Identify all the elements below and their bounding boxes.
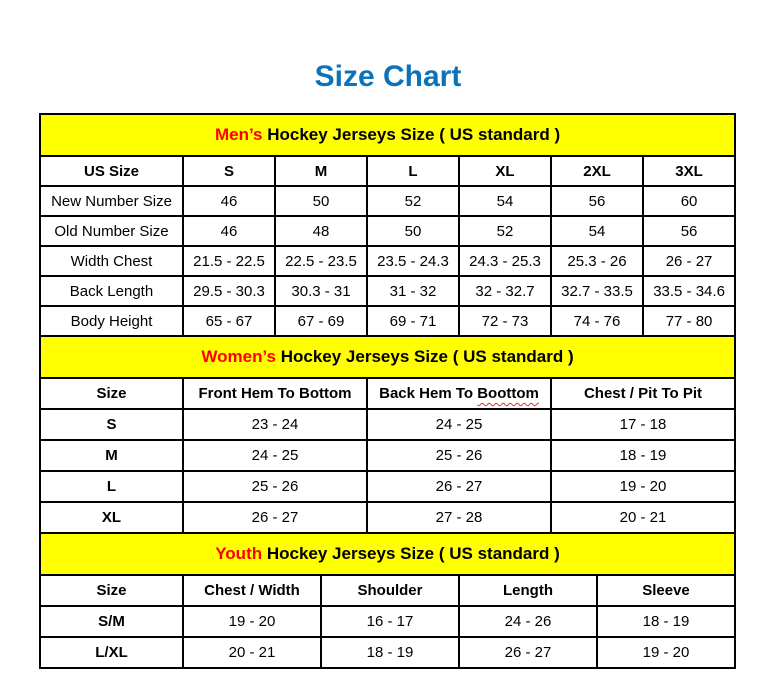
size-value-cell: 32.7 - 33.5 [551, 276, 643, 306]
size-value-cell: 30.3 - 31 [275, 276, 367, 306]
size-value-cell: 60 [643, 186, 735, 216]
table-row [40, 216, 735, 246]
size-value-cell: 18 - 19 [321, 637, 459, 668]
men-size-table [39, 113, 736, 337]
size-value-cell: 19 - 20 [183, 606, 321, 637]
column-header-cell: Shoulder [321, 575, 459, 606]
women-section-header-row [40, 336, 735, 378]
size-value-cell: 54 [551, 216, 643, 246]
size-value-cell: 17 - 18 [551, 409, 735, 440]
size-value-cell: 23.5 - 24.3 [367, 246, 459, 276]
youth-column-header-row [40, 575, 735, 606]
size-value-cell: 22.5 - 23.5 [275, 246, 367, 276]
size-value-cell: 23 - 24 [183, 409, 367, 440]
table-row [40, 471, 735, 502]
row-label-cell: Back Length [40, 276, 183, 306]
table-row [40, 440, 735, 471]
size-value-cell: 26 - 27 [459, 637, 597, 668]
men-header-text: Hockey Jerseys Size ( US standard ) [262, 125, 561, 144]
row-label-cell: M [40, 440, 183, 471]
women-highlight-text: Women’s [201, 347, 276, 366]
size-value-cell: 18 - 19 [551, 440, 735, 471]
size-value-cell: 20 - 21 [183, 637, 321, 668]
size-value-cell: 32 - 32.7 [459, 276, 551, 306]
size-value-cell: 24 - 25 [367, 409, 551, 440]
table-row [40, 186, 735, 216]
youth-section-header [40, 533, 735, 575]
size-value-cell: 33.5 - 34.6 [643, 276, 735, 306]
size-value-cell: 24 - 25 [183, 440, 367, 471]
women-size-table [39, 335, 736, 534]
size-value-cell: 46 [183, 186, 275, 216]
men-section-header-row [40, 114, 735, 156]
column-header-cell: L [367, 156, 459, 186]
row-label-cell: Body Height [40, 306, 183, 336]
column-header-cell: 3XL [643, 156, 735, 186]
size-value-cell: 31 - 32 [367, 276, 459, 306]
column-header-cell: Length [459, 575, 597, 606]
size-value-cell: 25 - 26 [183, 471, 367, 502]
women-header-text: Hockey Jerseys Size ( US standard ) [276, 347, 574, 366]
row-label-cell: Width Chest [40, 246, 183, 276]
size-value-cell: 65 - 67 [183, 306, 275, 336]
youth-highlight-text: Youth [215, 544, 263, 563]
column-header-cell: Chest / Pit To Pit [551, 378, 735, 409]
size-value-cell: 56 [643, 216, 735, 246]
size-value-cell: 56 [551, 186, 643, 216]
row-label-cell: XL [40, 502, 183, 533]
size-value-cell: 72 - 73 [459, 306, 551, 336]
size-value-cell: 25.3 - 26 [551, 246, 643, 276]
page-title: Size Chart [314, 60, 462, 93]
size-value-cell: 24.3 - 25.3 [459, 246, 551, 276]
row-label-cell: New Number Size [40, 186, 183, 216]
misspelled-word: Boottom [477, 385, 539, 402]
size-value-cell: 26 - 27 [367, 471, 551, 502]
size-value-cell: 19 - 20 [551, 471, 735, 502]
youth-section-header-row [40, 533, 735, 575]
table-row [40, 276, 735, 306]
row-label-cell: L [40, 471, 183, 502]
column-header-cell: Size [40, 378, 183, 409]
table-row [40, 637, 735, 668]
row-label-cell: S [40, 409, 183, 440]
size-value-cell: 24 - 26 [459, 606, 597, 637]
men-column-header-row [40, 156, 735, 186]
column-header-cell: M [275, 156, 367, 186]
size-value-cell: 74 - 76 [551, 306, 643, 336]
women-section-header [40, 336, 735, 378]
women-column-header-row [40, 378, 735, 409]
size-value-cell: 46 [183, 216, 275, 246]
size-value-cell: 16 - 17 [321, 606, 459, 637]
column-header-cell: S [183, 156, 275, 186]
youth-header-text: Hockey Jerseys Size ( US standard ) [262, 544, 560, 563]
column-header-cell: US Size [40, 156, 183, 186]
size-value-cell: 52 [459, 216, 551, 246]
size-value-cell: 20 - 21 [551, 502, 735, 533]
column-header-cell [367, 378, 551, 409]
row-label-cell: Old Number Size [40, 216, 183, 246]
size-value-cell: 50 [367, 216, 459, 246]
column-header-cell: 2XL [551, 156, 643, 186]
table-row [40, 606, 735, 637]
size-value-cell: 69 - 71 [367, 306, 459, 336]
column-header-cell: Sleeve [597, 575, 735, 606]
men-highlight-text: Men’s [214, 125, 263, 144]
size-value-cell: 48 [275, 216, 367, 246]
size-value-cell: 54 [459, 186, 551, 216]
table-row [40, 502, 735, 533]
table-row [40, 246, 735, 276]
size-value-cell: 18 - 19 [597, 606, 735, 637]
men-section-header [40, 114, 735, 156]
table-row [40, 409, 735, 440]
size-tables-container [39, 113, 734, 669]
table-row [40, 306, 735, 336]
column-header-text: Back Hem To [379, 385, 478, 402]
row-label-cell: S/M [40, 606, 183, 637]
row-label-cell: L/XL [40, 637, 183, 668]
size-value-cell: 21.5 - 22.5 [183, 246, 275, 276]
youth-size-table [39, 532, 736, 669]
size-value-cell: 67 - 69 [275, 306, 367, 336]
size-value-cell: 50 [275, 186, 367, 216]
column-header-cell: Front Hem To Bottom [183, 378, 367, 409]
size-value-cell: 26 - 27 [643, 246, 735, 276]
size-value-cell: 77 - 80 [643, 306, 735, 336]
size-value-cell: 26 - 27 [183, 502, 367, 533]
column-header-cell: Size [40, 575, 183, 606]
size-value-cell: 29.5 - 30.3 [183, 276, 275, 306]
size-value-cell: 52 [367, 186, 459, 216]
size-value-cell: 19 - 20 [597, 637, 735, 668]
size-value-cell: 27 - 28 [367, 502, 551, 533]
size-value-cell: 25 - 26 [367, 440, 551, 471]
column-header-cell: XL [459, 156, 551, 186]
column-header-cell: Chest / Width [183, 575, 321, 606]
